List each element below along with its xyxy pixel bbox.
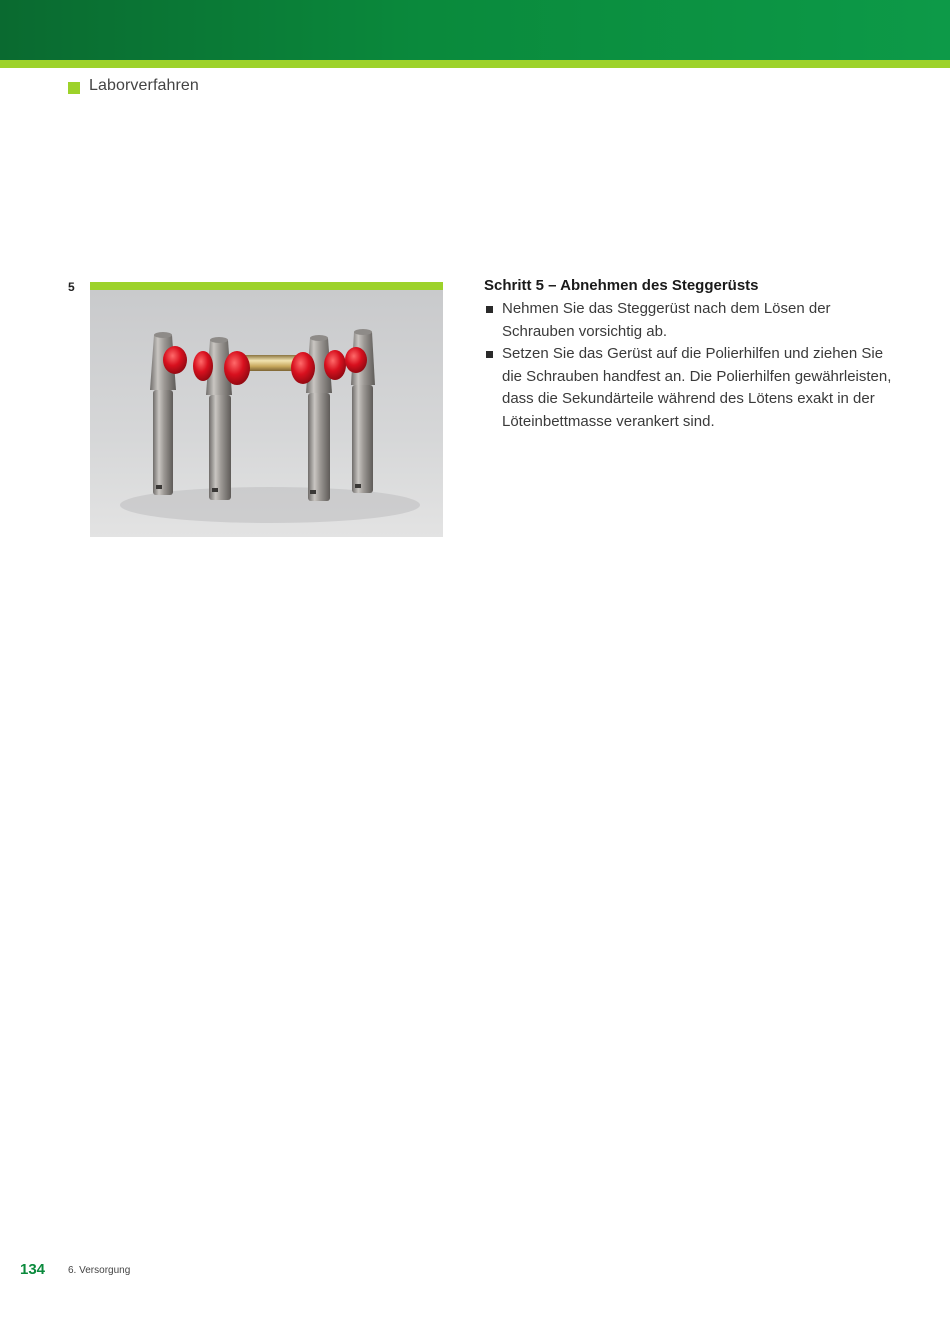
step-description: [484, 276, 904, 433]
section-title: Laborverfahren: [89, 77, 199, 94]
step-bullet-list: [484, 298, 904, 433]
step-title: Schritt 5 – Abnehmen des Steggerüsts: [484, 277, 759, 294]
chapter-label: 6. Versorgung: [68, 1265, 131, 1276]
square-bullet-icon: [486, 306, 493, 313]
bullet-text: Nehmen Sie das Steggerüst nach dem Lösen der Schrauben vorsichtig ab.: [502, 300, 831, 340]
header-band: [0, 0, 950, 60]
square-bullet-icon: [486, 351, 493, 358]
page-number: 134: [20, 1261, 46, 1278]
bullet-text: Setzen Sie das Gerüst auf die Polierhilfen und ziehen Sie die Schrauben handfest an. Die Polierhilfen gewährleisten, dass die Sekundärteile während des Lötens exakt in der Löteinbettmasse verankert sind.: [502, 345, 892, 430]
figure-photo: [90, 290, 443, 537]
list-item: [484, 298, 904, 343]
figure-accent-bar: [90, 282, 443, 290]
header-stripe: [0, 60, 950, 68]
section-marker-square: [68, 82, 80, 94]
list-item: [484, 343, 904, 433]
figure-number: 5: [68, 280, 75, 294]
